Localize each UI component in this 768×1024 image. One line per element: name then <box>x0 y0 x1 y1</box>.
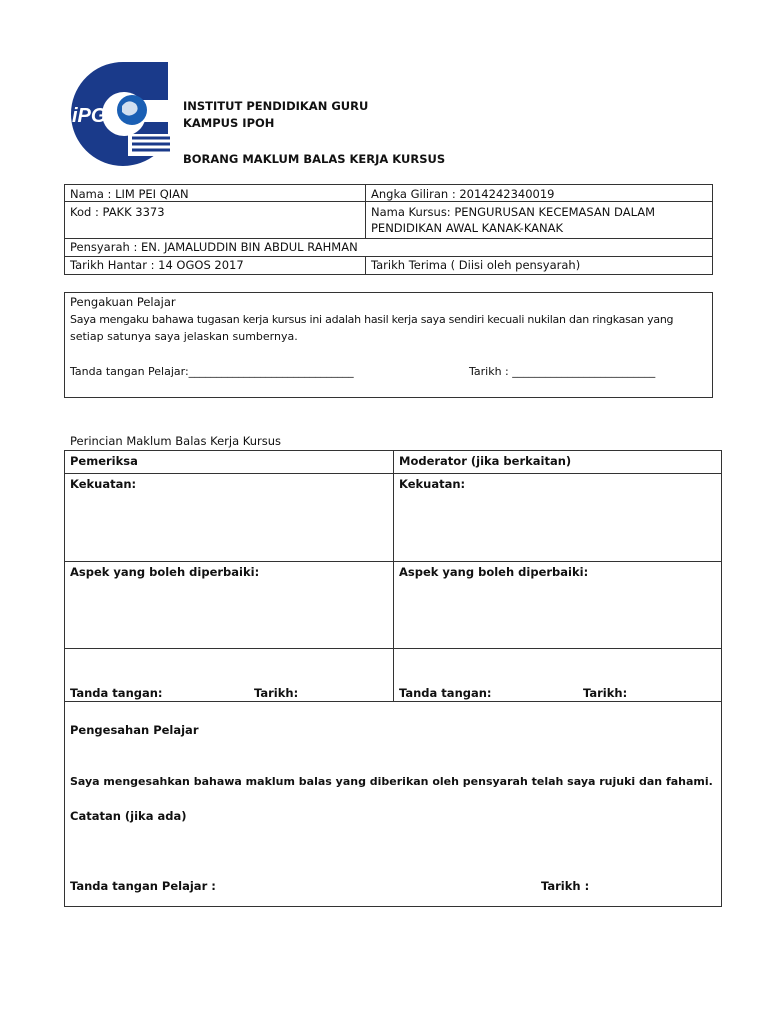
moderator-date[interactable]: Tarikh: <box>583 686 628 700</box>
verification-date[interactable]: Tarikh : <box>541 879 590 893</box>
declaration-line2: setiap satunya saya jelaskan sumbernya. <box>70 330 298 343</box>
notes-label: Catatan (jika ada) <box>70 809 187 823</box>
submission-date: Tarikh Hantar : 14 OGOS 2017 <box>70 258 244 272</box>
declaration-heading: Pengakuan Pelajar <box>70 295 176 309</box>
course-name: Nama Kursus: PENGURUSAN KECEMASAN DALAM <box>371 205 656 219</box>
form-title: BORANG MAKLUM BALAS KERJA KURSUS <box>183 152 446 166</box>
examiner-date[interactable]: Tarikh: <box>254 686 299 700</box>
declaration-date[interactable]: Tarikh : __________________________ <box>469 365 656 378</box>
received-date: Tarikh Terima ( Diisi oleh pensyarah) <box>371 258 581 272</box>
index-number: Angka Giliran : 2014242340019 <box>371 187 555 201</box>
course-code: Kod : PAKK 3373 <box>70 205 165 219</box>
verification-heading: Pengesahan Pelajar <box>70 723 199 737</box>
ipg-logo <box>66 60 172 168</box>
ipg-logo-graphic <box>66 60 172 168</box>
logo-text: iPG <box>72 105 107 127</box>
col-examiner: Pemeriksa <box>70 454 138 468</box>
declaration-signature[interactable]: Tanda tangan Pelajar:______________________________ <box>70 365 354 378</box>
verification-signature[interactable]: Tanda tangan Pelajar : <box>70 879 216 893</box>
feedback-heading: Perincian Maklum Balas Kerja Kursus <box>70 434 282 448</box>
lecturer-name: Pensyarah : EN. JAMALUDDIN BIN ABDUL RAHMAN <box>70 240 358 254</box>
col-moderator: Moderator (jika berkaitan) <box>399 454 572 468</box>
student-name: Nama : LIM PEI QIAN <box>70 187 189 201</box>
campus-name: KAMPUS IPOH <box>183 116 275 130</box>
improvement-label-examiner: Aspek yang boleh diperbaiki: <box>70 565 260 579</box>
verification-statement: Saya mengesahkan bahawa maklum balas yang diberikan oleh pensyarah telah saya rujuki dan fahami. <box>70 775 713 788</box>
strengths-label-examiner: Kekuatan: <box>70 477 137 491</box>
declaration-line1: Saya mengaku bahawa tugasan kerja kursus ini adalah hasil kerja saya sendiri kecuali nukilan dan ringkasan yang <box>70 313 674 326</box>
examiner-signature[interactable]: Tanda tangan: <box>70 686 163 700</box>
improvement-label-moderator: Aspek yang boleh diperbaiki: <box>399 565 589 579</box>
strengths-label-moderator: Kekuatan: <box>399 477 466 491</box>
moderator-signature[interactable]: Tanda tangan: <box>399 686 492 700</box>
course-name-cont: PENDIDIKAN AWAL KANAK-KANAK <box>371 221 564 235</box>
institution-name: INSTITUT PENDIDIKAN GURU <box>183 99 369 113</box>
